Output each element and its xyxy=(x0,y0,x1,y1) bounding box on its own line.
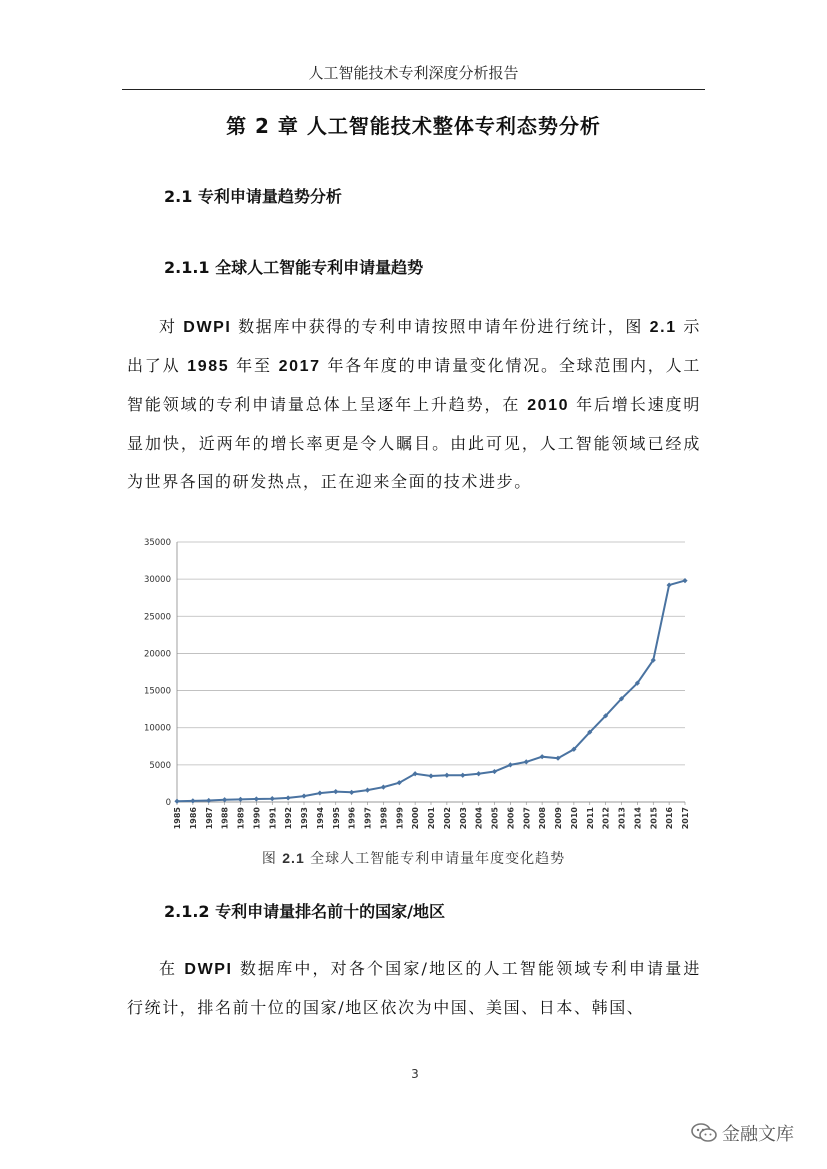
data-point xyxy=(333,789,338,794)
data-point xyxy=(428,773,433,778)
x-tick-label: 1996 xyxy=(347,807,357,830)
x-tick-label: 1986 xyxy=(188,807,198,830)
x-tick-label: 2001 xyxy=(427,807,436,830)
x-tick-label: 2016 xyxy=(665,807,675,830)
data-point xyxy=(381,785,386,790)
data-point xyxy=(190,798,195,803)
x-tick-label: 1988 xyxy=(220,807,230,830)
data-point xyxy=(254,796,259,801)
x-tick-label: 2017 xyxy=(681,807,690,830)
data-point xyxy=(365,788,370,793)
wechat-icon xyxy=(690,1122,718,1144)
x-tick-label: 2009 xyxy=(554,807,563,830)
x-tick-label: 1989 xyxy=(236,807,246,830)
data-point xyxy=(270,796,275,801)
line-chart xyxy=(120,530,700,840)
x-tick-label: 2004 xyxy=(474,807,484,830)
x-tick-label: 2015 xyxy=(649,807,659,830)
data-point xyxy=(222,797,227,802)
data-point xyxy=(540,754,545,759)
watermark-text: 金融文库 xyxy=(722,1124,794,1145)
y-tick-label: 30000 xyxy=(143,575,171,586)
x-tick-label: 2011 xyxy=(585,807,595,830)
x-tick-label: 1998 xyxy=(379,807,389,830)
x-tick-label: 2000 xyxy=(411,807,421,830)
x-tick-label: 1995 xyxy=(331,807,341,830)
x-tick-label: 2002 xyxy=(442,807,452,830)
x-tick-label: 1993 xyxy=(300,807,309,830)
x-tick-label: 1997 xyxy=(363,807,373,830)
y-tick-label: 20000 xyxy=(143,649,171,660)
paragraph-2-1-1: 对 DWPI 数据库中获得的专利申请按照申请年份进行统计，图 2.1 示出了从 1985 年至 2017 年各年度的申请量变化情况。全球范围内，人工智能领域的专利申请量总体上呈逐年上升趋势，在 2010 年后增长速度明显加快，近两年的增长率更是令人瞩目。由此可见，人工智能领域已经成为世界各国的研发热点，正在迎来全面的技术进步。 xyxy=(127,317,702,491)
section-2-1-title: 2.1 专利申请量趋势分析 xyxy=(164,187,342,206)
data-point xyxy=(524,759,529,764)
x-tick-label: 1990 xyxy=(252,807,262,830)
x-tick-label: 2006 xyxy=(506,807,516,830)
x-tick-label: 2012 xyxy=(601,807,611,830)
x-tick-label: 1994 xyxy=(315,807,325,830)
x-tick-label: 2007 xyxy=(522,807,532,830)
x-tick-label: 1985 xyxy=(173,807,182,830)
x-tick-label: 1992 xyxy=(284,807,294,830)
x-tick-label: 1999 xyxy=(395,807,405,830)
x-tick-label: 2013 xyxy=(617,807,627,830)
data-point xyxy=(238,797,243,802)
y-tick-label: 25000 xyxy=(143,612,171,623)
data-point xyxy=(476,771,481,776)
data-point xyxy=(301,793,306,798)
data-point xyxy=(667,582,672,587)
figure-2-1-chart xyxy=(120,530,700,840)
y-tick-label: 35000 xyxy=(143,538,171,548)
y-tick-label: 5000 xyxy=(149,760,171,771)
data-point xyxy=(444,773,449,778)
watermark xyxy=(690,1120,794,1146)
section-2-1-2-title: 2.1.2 专利申请量排名前十的国家/地区 xyxy=(164,902,445,921)
data-point xyxy=(349,790,354,795)
figure-caption: 图 2.1 全球人工智能专利申请量年度变化趋势 xyxy=(261,850,566,867)
x-tick-label: 1991 xyxy=(268,807,278,830)
data-point xyxy=(317,790,322,795)
y-tick-label: 10000 xyxy=(143,723,171,734)
running-head: 人工智能技术专利深度分析报告 xyxy=(308,64,519,82)
paragraph-2-1-2: 在 DWPI 数据库中，对各个国家/地区的人工智能领域专利申请量进行统计，排名前十位的国家/地区依次为中国、美国、日本、韩国、 xyxy=(127,959,701,1017)
x-tick-label: 2008 xyxy=(538,807,548,830)
chapter-title: 第 2 章 人工智能技术整体专利态势分析 xyxy=(226,114,601,138)
x-tick-label: 1987 xyxy=(204,807,214,830)
x-tick-label: 2014 xyxy=(633,807,643,830)
page-number: 3 xyxy=(411,1067,419,1081)
data-point xyxy=(286,795,291,800)
data-point xyxy=(460,773,465,778)
header-rule xyxy=(122,89,705,90)
x-tick-label: 2005 xyxy=(490,807,500,830)
data-point xyxy=(174,799,179,804)
y-tick-label: 0 xyxy=(165,798,171,808)
section-2-1-1-title: 2.1.1 全球人工智能专利申请量趋势 xyxy=(164,258,424,277)
x-tick-label: 2010 xyxy=(569,807,579,830)
x-tick-label: 2003 xyxy=(458,807,468,830)
y-tick-label: 15000 xyxy=(143,686,171,697)
